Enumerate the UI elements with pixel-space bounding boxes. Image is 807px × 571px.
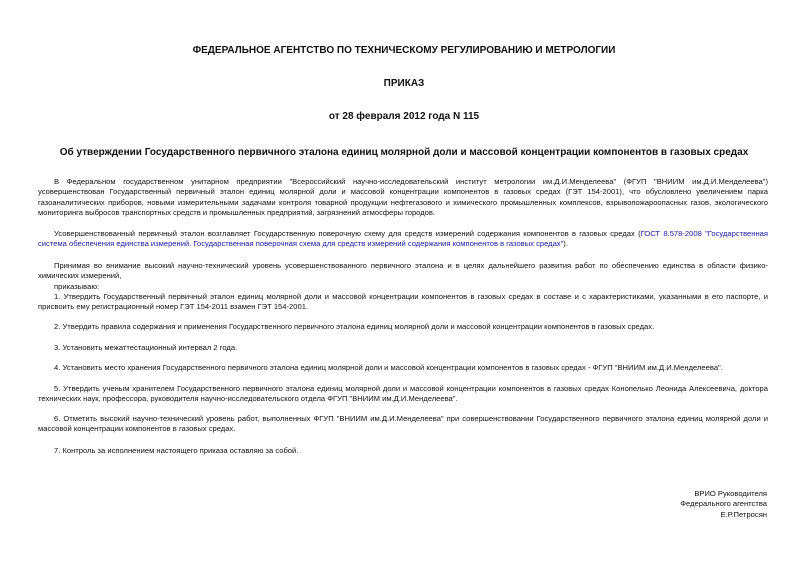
list-item-text: 1. Утвердить Государственный первичный эталон единиц молярной доли и массовой концентрации компонентов в газовых средах в составе и с характеристиками, указанными в его паспорте, и присвоить ему регистрационный номер ГЭТ 154-2011 взамен ГЭТ 154-2001.	[38, 292, 768, 312]
order-word	[38, 282, 768, 292]
paragraph-1-text: В Федеральном государственном унитарном предприятии "Всероссийский научно-исследовательский институт метрологии им.Д.И.Менделеева" (ФГУП "ВНИИМ им.Д.И.Менделеева") усовершенствован Государственный первичный эталон единиц молярной доли и массовой концентрации компонентов в газовых средах (ГЭТ 154-2001), что обусловлено увеличением парка газоаналитических приборов, новыми измерительными задачами контроля товарной продукции нефтегазового и химического промышленных комплексов, взрывопожароопасных газов, экологического мониторинга выбросов транспортных средств и промышленных предприятий, загрязнений атмосферы городов.	[38, 177, 768, 218]
list-item-text: 4. Установить место хранения Государственного первичного эталона единиц молярной доли и массовой концентрации компонентов в газовых средах - ФГУП "ВНИИМ им.Д.И.Менделеева".	[54, 363, 723, 372]
paragraph-3	[38, 261, 768, 282]
list-item-text: 5. Утвердить ученым хранителем Государственного первичного эталона единиц молярной доли и массовой концентрации компонентов в газовых средах Конопелько Леонида Алексеевича, доктора технических наук, профессора, руководителя научно-исследовательского отдела ФГУП "ВНИИМ им.Д.И.Менделеева".	[38, 384, 768, 404]
gost-link[interactable]: ГОСТ 8.578-2008 "Государственная система обеспечения единства измерений. Государственная поверочная схема для средств измерений содержания компонентов в газовых средах"	[38, 229, 768, 249]
paragraph-1	[38, 177, 768, 219]
paragraph-2-end: ).	[563, 239, 568, 249]
signature-position: ВРИО Руководителя	[694, 489, 767, 498]
paragraph-2	[38, 229, 768, 250]
agency-heading: ФЕДЕРАЛЬНОЕ АГЕНТСТВО ПО ТЕХНИЧЕСКОМУ РЕГУЛИРОВАНИЮ И МЕТРОЛОГИИ	[192, 45, 616, 56]
list-item-text: 2. Утвердить правила содержания и применения Государственного первичного эталона единиц молярной доли и массовой концентрации компонентов в газовых средах.	[54, 322, 655, 331]
list-item-2	[38, 322, 768, 332]
list-item-7	[38, 446, 768, 456]
list-item-3	[38, 343, 768, 353]
list-item-text: 7. Контроль за исполнением настоящего приказа оставляю за собой.	[54, 446, 299, 455]
date-number: от 28 февраля 2012 года N 115	[328, 111, 480, 122]
signature-name: Е.Р.Петросян	[720, 509, 767, 519]
paragraph-2-text: Усовершенствованный первичный эталон возглавляет Государственную поверочную схему для средств измерений содержания компонентов в газовых средах (	[54, 229, 641, 238]
paragraph-3-text: Принимая во внимание высокий научно-технический уровень усовершенствованного первичного эталона и в целях дальнейшего развития работ по обеспечению единства в области физико-химических измерений,	[38, 261, 768, 281]
list-item-1	[38, 292, 768, 313]
signature-block	[680, 489, 767, 520]
list-item-5	[38, 384, 768, 405]
list-item-6	[38, 414, 768, 435]
list-item-4	[38, 363, 768, 373]
order-word-text: приказываю:	[54, 282, 100, 291]
signature-agency: Федерального агентства	[680, 499, 767, 509]
list-item-text: 6. Отметить высокий научно-технический уровень работ, выполненных ФГУП "ВНИИМ им.Д.И.Менделеева" при совершенствовании Государственного первичного эталона единиц молярной доли и массовой концентрации компонентов в газовых средах.	[38, 414, 768, 434]
list-item-text: 3. Установить межаттестационный интервал 2 года.	[54, 343, 238, 352]
subject-title: Об утверждении Государственного первичного эталона единиц молярной доли и массовой концентрации компонентов в газовых средах	[59, 147, 749, 158]
doc-type-heading: ПРИКАЗ	[383, 78, 425, 89]
